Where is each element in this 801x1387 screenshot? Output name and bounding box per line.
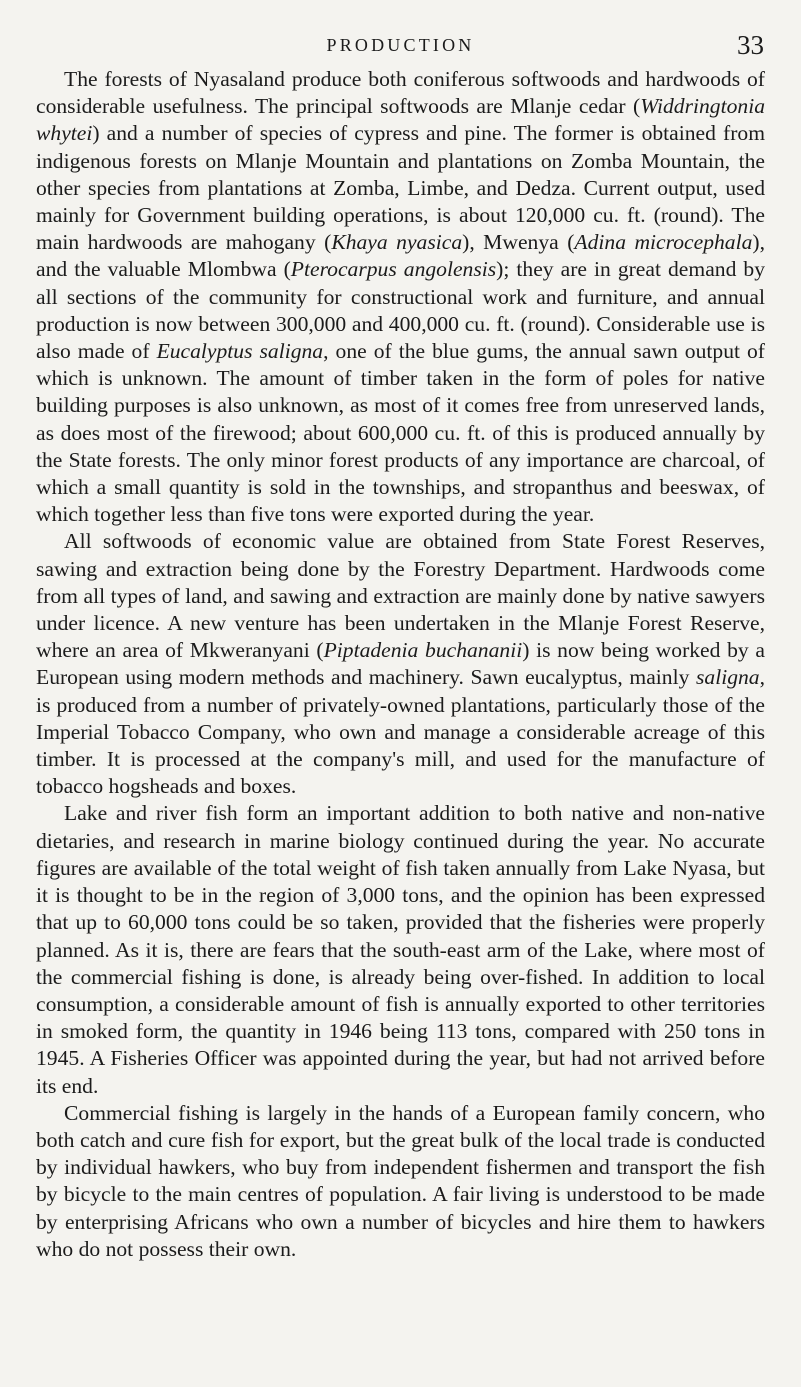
text-run: All softwoods of economic value are obtained from State Forest Reserves, sawing and extraction being done by the Forestry Department. Hardwoods come from all types of land, and sawing and extraction are mainly done by native sawyers under licence. A new venture has been undertaken in the Mlanje Forest Reserve, where an area of Mkweranyani ( [36, 529, 765, 663]
italic-term: saligna [696, 665, 760, 690]
running-head: PRODUCTION [326, 35, 475, 55]
text-run: ), and the valuable Mlombwa ( [36, 230, 765, 282]
paragraph-softwood-sources [36, 528, 765, 800]
paragraph-commercial-fishing [36, 1100, 765, 1263]
paragraph-forest-products [36, 66, 765, 528]
text-run: ) is now being worked by a European using modern methods and machinery. Sawn eucalyptus, mainly [36, 638, 765, 690]
text-run: Commercial fishing is largely in the hands of a European family concern, who both catch and cure fish for export, but the great bulk of the local trade is conducted by individual hawkers, who buy from independent fishermen and transport the fish by bicycle to the main centres of population. A fair living is understood to be made by enterprising Africans who own a number of bicycles and hire them to hawkers who do not possess their own. [36, 1100, 765, 1261]
text-run: , is produced from a number of privately-owned plantations, particularly those of the Imperial Tobacco Company, who own and manage a considerable acreage of this timber. It is processed at the company's mill, and used for the manufacture of tobacco hogsheads and boxes. [36, 665, 765, 799]
paragraph-fisheries [36, 800, 765, 1099]
text-run: ) and a number of species of cypress and pine. The former is obtained from indigenous forests on Mlanje Mountain and plantations on Zomba Mountain, the other species from plantations at Zomba, Limbe, and Dedza. Current output, used mainly for Government building operations, is about 120,000 cu. ft. (round). The main hardwoods are mahogany ( [36, 121, 765, 255]
italic-term: Piptadenia buchananii [323, 638, 523, 663]
text-run: The forests of Nyasaland produce both coniferous softwoods and hardwoods of considerable usefulness. The principal softwoods are Mlanje cedar ( [36, 67, 765, 119]
page-header [0, 32, 801, 62]
text-run: Lake and river fish form an important addition to both native and non-native dietaries, and research in marine biology continued during the year. No accurate figures are available of the total weight of fish taken annually from Lake Nyasa, but it is thought to be in the region of 3,000 tons, and the opinion has been expressed that up to 60,000 tons could be so taken, provided that the fisheries were properly planned. As it is, there are fears that the south-east arm of the Lake, where most of the commercial fishing is done, is already being over-fished. In addition to local consumption, a considerable amount of fish is annually exported to other territories in smoked form, the quantity in 1946 being 113 tons, compared with 250 tons in 1945. A Fisheries Officer was appointed during the year, but had not arrived before its end. [36, 801, 765, 1098]
body-text [36, 66, 765, 1263]
italic-term: Khaya nyasica [331, 230, 463, 255]
italic-term: Eucalyptus saligna [156, 339, 324, 364]
italic-term: Pterocarpus angolensis [290, 257, 497, 282]
text-run: , one of the blue gums, the annual sawn output of which is unknown. The amount of timber taken in the form of poles for native building purposes is also unknown, as most of it comes free from unreserved lands, as does most of the firewood; about 600,000 cu. ft. of this is produced annually by the State forests. The only minor forest products of any importance are charcoal, of which a small quantity is sold in the townships, and stropanthus and beeswax, of which together less than five tons were exported during the year. [36, 339, 765, 527]
italic-term: Widdringtonia whytei [36, 94, 765, 146]
page-number: 33 [737, 30, 764, 60]
text-run: ), Mwenya ( [462, 230, 575, 255]
italic-term: Adina microcephala [574, 230, 753, 255]
text-run: ); they are in great demand by all sections of the community for constructional work and furniture, and annual production is now between 300,000 and 400,000 cu. ft. (round). Considerable use is also made of [36, 257, 765, 364]
